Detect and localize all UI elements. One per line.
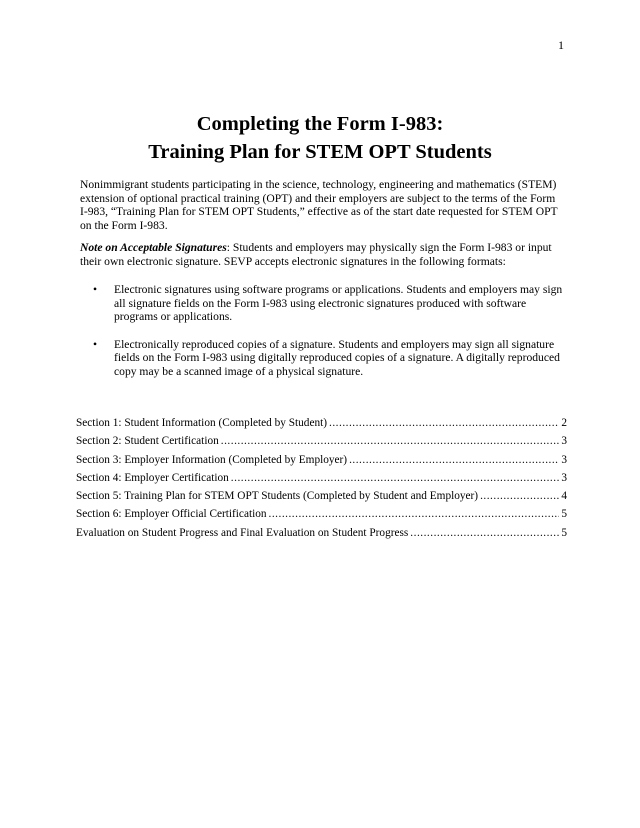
list-item <box>80 283 564 324</box>
toc-dot-leader <box>231 469 560 487</box>
toc-entry-page: 2 <box>561 417 567 429</box>
toc-dot-leader <box>349 451 559 469</box>
toc-dot-leader <box>329 414 559 432</box>
toc-entry-label: Section 6: Employer Official Certification <box>76 508 267 521</box>
toc-entry-section-1[interactable] <box>76 414 567 432</box>
signature-note-label: Note on Acceptable Signatures <box>80 241 227 254</box>
toc-entry-label: Section 3: Employer Information (Completed by Employer) <box>76 453 348 466</box>
toc-entry-section-3[interactable] <box>76 451 567 469</box>
toc-entry-label: Section 4: Employer Certification <box>76 471 229 484</box>
signature-note-text: : Students and employers may physically sign the Form I-983 or input their own electronic signature. SEVP accepts electronic signatures in the following formats: <box>80 241 552 268</box>
page-number: 1 <box>558 38 564 52</box>
bullet-icon: • <box>93 337 98 351</box>
toc-entry-label: Section 1: Student Information (Completed by Student) <box>76 417 328 429</box>
toc-dot-leader <box>221 432 560 450</box>
title-line-1: Completing the Form I-983: <box>196 113 444 135</box>
toc-entry-section-4[interactable] <box>76 469 567 487</box>
toc-entry-label: Evaluation on Student Progress and Final Evaluation on Student Progress <box>76 526 409 539</box>
toc-entry-section-6[interactable] <box>76 505 567 523</box>
list-item <box>80 338 564 379</box>
intro-paragraph: Nonimmigrant students participating in the science, technology, engineering and mathematics (STEM) extension of optional practical training (OPT) and their employers are subject to the terms of the Form I-983, “Training Plan for STEM OPT Students,” effective as of the start date requested for STEM OPT on the Form I-983. <box>80 178 558 232</box>
table-of-contents <box>76 414 567 542</box>
toc-entry-page: 3 <box>561 435 567 448</box>
bullet-icon: • <box>93 283 98 296</box>
toc-entry-label: Section 2: Student Certification <box>76 435 219 448</box>
toc-dot-leader <box>410 524 559 542</box>
toc-dot-leader <box>480 487 559 505</box>
toc-entry-page: 4 <box>561 490 567 503</box>
toc-dot-leader <box>269 505 560 523</box>
toc-entry-page: 5 <box>561 526 567 539</box>
toc-entry-evaluation[interactable] <box>76 524 567 542</box>
document-title <box>0 110 640 166</box>
toc-entry-label: Section 5: Training Plan for STEM OPT Students (Completed by Student and Employer) <box>76 490 479 503</box>
list-item-text: Electronic signatures using software programs or applications. Students and employers may sign all signature fields on the Form I-983 using electronic signatures produced with software programs or applications. <box>114 283 563 324</box>
toc-entry-page: 5 <box>561 508 567 521</box>
signature-note-paragraph <box>80 241 564 268</box>
toc-entry-section-5[interactable] <box>76 487 567 505</box>
title-line-2: Training Plan for STEM OPT Students <box>148 141 492 163</box>
toc-entry-page: 3 <box>561 471 567 484</box>
list-item-text: Electronically reproduced copies of a signature. Students and employers may sign all signature fields on the Form I-983 using digitally reproduced copies of a signature. A digitally reproduced copy may be a scanned image of a physical signature. <box>114 337 560 378</box>
toc-entry-section-2[interactable] <box>76 432 567 450</box>
signature-formats-list <box>80 283 564 393</box>
toc-entry-page: 3 <box>561 453 567 466</box>
